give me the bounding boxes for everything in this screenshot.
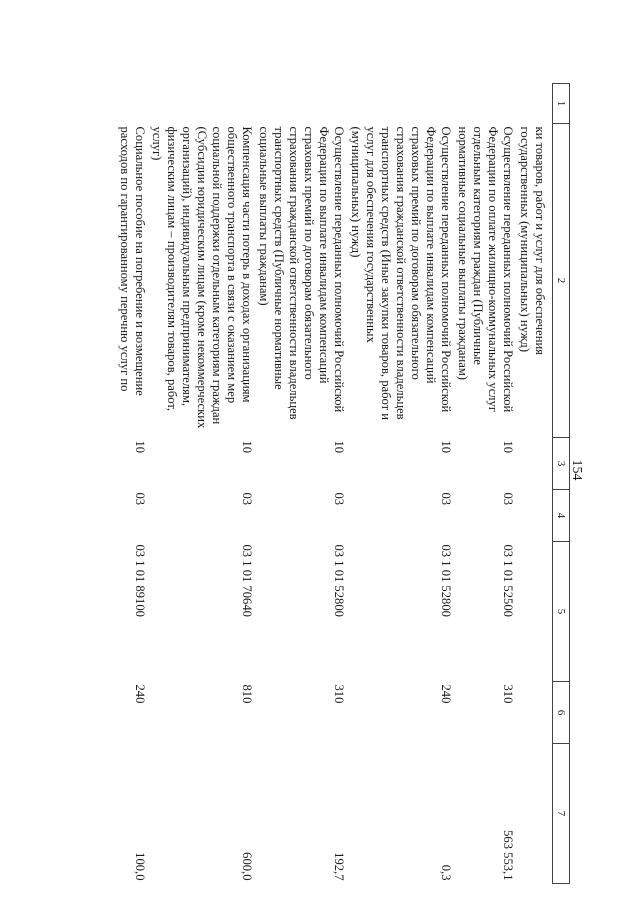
row-subsection bbox=[516, 490, 548, 542]
row-amount: 0,3 bbox=[439, 864, 453, 881]
row-amount: 100,0 bbox=[133, 852, 147, 881]
row-amount bbox=[516, 744, 548, 884]
row-name: Социальное пособие на погребение и возмещение расходов по гарантированному перечню услуг по bbox=[118, 126, 147, 396]
column-header-6: 6 bbox=[553, 682, 570, 744]
row-expense-type: 240 bbox=[439, 684, 453, 704]
table-row bbox=[454, 84, 516, 884]
row-expense-type bbox=[516, 682, 548, 744]
row-section: 10 bbox=[501, 440, 515, 454]
column-header-4: 4 bbox=[553, 490, 570, 542]
row-section: 10 bbox=[332, 440, 346, 454]
row-target-code bbox=[516, 542, 548, 682]
row-section: 10 bbox=[133, 440, 147, 454]
row-target-code: 03 1 01 52800 bbox=[439, 544, 453, 617]
table-row bbox=[516, 84, 548, 884]
row-subsection: 03 bbox=[332, 492, 346, 506]
row-target-code: 03 1 01 70640 bbox=[240, 544, 254, 617]
row-expense-type: 810 bbox=[240, 684, 254, 704]
row-target-code: 03 1 01 52800 bbox=[332, 544, 346, 617]
column-header-7: 7 bbox=[553, 744, 570, 884]
row-name: Осуществление переданных полномочий Российской Федерации по выплате инвалидам компенсаций страховых премий по договорам обязательного страхования гражданской ответственности владельцев транспортных средств (Публичные нормативные социальные выплаты гражданам) bbox=[257, 126, 346, 420]
table-row bbox=[347, 84, 454, 884]
row-name: ки товаров, работ и услуг для обеспечения государственных (муниципальных) нужд) bbox=[518, 126, 547, 355]
row-amount: 192,7 bbox=[332, 852, 346, 881]
row-subsection: 03 bbox=[501, 492, 515, 506]
row-amount: 563 553,1 bbox=[501, 830, 515, 881]
row-amount: 600,0 bbox=[240, 852, 254, 881]
row-target-code: 03 1 01 89100 bbox=[133, 544, 147, 617]
row-section: 10 bbox=[439, 440, 453, 454]
row-subsection: 03 bbox=[133, 492, 147, 506]
rotated-page-content bbox=[70, 83, 570, 883]
row-expense-type: 310 bbox=[332, 684, 346, 704]
row-name: Осуществление переданных полномочий Российской Федерации по оплате жилищно-коммунальных услуг отдельным категориям граждан (Публичные нормативные социальные выплаты гражданам) bbox=[456, 126, 515, 413]
row-subsection: 03 bbox=[240, 492, 254, 506]
column-header-2: 2 bbox=[553, 124, 570, 438]
table-row bbox=[255, 84, 347, 884]
budget-table bbox=[116, 83, 570, 884]
row-target-code: 03 1 01 52500 bbox=[501, 544, 515, 617]
table-row bbox=[116, 84, 148, 884]
column-header-3: 3 bbox=[553, 438, 570, 490]
column-header-1: 1 bbox=[553, 84, 570, 124]
row-expense-type: 310 bbox=[501, 684, 515, 704]
column-number-header bbox=[553, 84, 570, 884]
row-name: Осуществление переданных полномочий Российской Федерации по выплате инвалидам компенсаций страховых премий по договорам обязательного страхования гражданской ответственности владельцев транспортных средств (Иные закупки товаров, работ и услуг для обеспечения государственных (муниципальных) нужд) bbox=[349, 126, 453, 421]
table-row bbox=[148, 84, 255, 884]
row-subsection: 03 bbox=[439, 492, 453, 506]
row-section: 10 bbox=[240, 440, 254, 454]
column-header-5: 5 bbox=[553, 542, 570, 682]
row-expense-type: 240 bbox=[133, 684, 147, 704]
row-name: Компенсация части потерь в доходах организациям общественного транспорта в связи с оказанием мер социальной поддержки отдельным категориям граждан (Субсидии юридическим лицам (кроме некоммерческих организаций), индивидуальным предпринимателям, физическим лицам – производителям товаров, работ, услуг) bbox=[150, 126, 254, 429]
row-section bbox=[516, 438, 548, 490]
page-number: 154 bbox=[569, 459, 584, 481]
